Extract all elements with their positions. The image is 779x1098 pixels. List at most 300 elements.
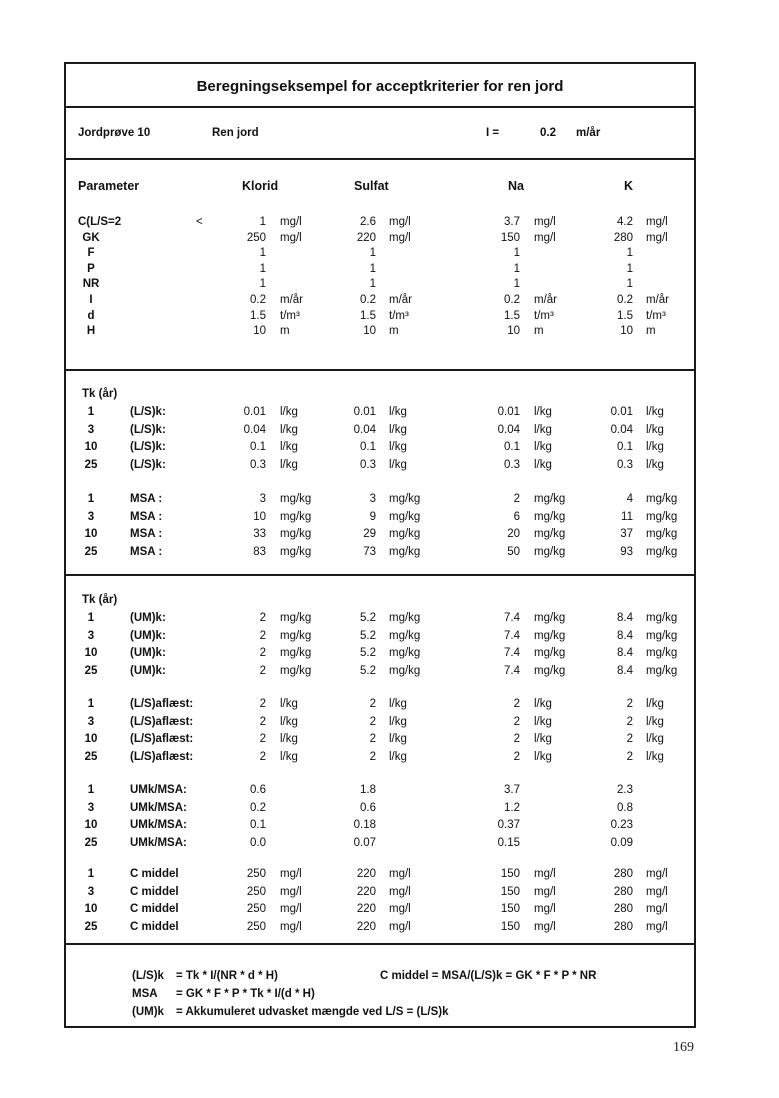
- cell-unit-k: mg/l: [646, 885, 668, 898]
- cell-value-sulfat: 0.18: [353, 819, 376, 831]
- cell-value-sulfat: 5.2: [360, 612, 376, 624]
- cell-value-k: 280: [613, 868, 633, 880]
- cell-unit-k: l/kg: [646, 458, 664, 471]
- cell-value-sulfat: 0.04: [353, 423, 376, 436]
- legend-cmiddel-formula: C middel = MSA/(L/S)k = GK * F * P * NR: [380, 970, 597, 982]
- cell-value-klorid: 2: [259, 750, 266, 763]
- cell-unit-klorid: l/kg: [280, 458, 298, 471]
- tk-year: 10: [84, 441, 98, 453]
- tk-year: 3: [87, 715, 95, 728]
- cell-value-klorid: 1: [259, 278, 266, 291]
- cell-value-klorid: 1: [259, 262, 266, 275]
- parameter-label: H: [86, 325, 96, 338]
- cell-unit-sulfat: mg/kg: [389, 493, 421, 505]
- divider: [66, 106, 694, 108]
- cell-unit-k: mg/l: [646, 868, 668, 880]
- cell-unit-na: mg/l: [534, 216, 556, 228]
- cell-value-k: 1: [626, 262, 633, 275]
- cell-value-na: 150: [500, 868, 520, 880]
- tk-year: 25: [84, 664, 98, 677]
- cell-value-k: 2: [626, 698, 633, 710]
- cell-unit-sulfat: mg/l: [389, 231, 411, 244]
- cell-value-klorid: 1.5: [250, 309, 266, 322]
- table-title: Beregningseksempel for acceptkriterier for ren jord: [196, 78, 564, 95]
- calculation-table-frame: [64, 62, 696, 1028]
- cell-value-sulfat: 29: [363, 528, 376, 540]
- cell-unit-klorid: l/kg: [280, 441, 298, 453]
- cell-unit-k: mg/kg: [646, 545, 678, 558]
- cell-value-sulfat: 2: [369, 750, 376, 763]
- cell-value-klorid: 250: [246, 903, 266, 915]
- cell-unit-na: mg/l: [534, 903, 556, 915]
- infiltration-value: 0.2: [540, 127, 556, 139]
- tk-year: 3: [87, 885, 95, 898]
- cell-value-k: 280: [613, 885, 633, 898]
- cell-unit-sulfat: l/kg: [389, 750, 407, 763]
- cell-unit-k: l/kg: [646, 423, 664, 436]
- tk-label: Tk (år): [82, 594, 118, 606]
- row-label: MSA :: [130, 528, 163, 540]
- parameter-label: F: [87, 247, 95, 260]
- cell-unit-k: l/kg: [646, 733, 664, 745]
- cell-unit-na: mg/kg: [534, 647, 566, 659]
- cell-value-sulfat: 1: [369, 278, 376, 291]
- tk-year: 25: [84, 750, 98, 763]
- row-label: (UM)k:: [130, 664, 166, 677]
- cell-value-k: 1: [626, 247, 633, 260]
- cell-value-sulfat: 220: [356, 868, 376, 880]
- cell-value-k: 2: [626, 733, 633, 745]
- cell-value-sulfat: 0.2: [360, 294, 376, 306]
- cell-unit-klorid: l/kg: [280, 423, 298, 436]
- cell-value-klorid: 10: [253, 510, 266, 523]
- table-row: [66, 214, 694, 230]
- cell-unit-sulfat: mg/l: [389, 868, 411, 880]
- cell-value-na: 2: [513, 715, 520, 728]
- table-row: [66, 884, 694, 900]
- cell-unit-klorid: mg/kg: [280, 510, 312, 523]
- cell-unit-k: l/kg: [646, 441, 664, 453]
- cell-unit-sulfat: m: [389, 325, 399, 338]
- cell-value-na: 7.4: [504, 612, 520, 624]
- cell-unit-klorid: m/år: [280, 294, 303, 306]
- cell-unit-na: l/kg: [534, 698, 552, 710]
- cell-unit-na: mg/l: [534, 885, 556, 898]
- cell-unit-k: mg/kg: [646, 629, 678, 642]
- cell-unit-sulfat: l/kg: [389, 423, 407, 436]
- cell-unit-k: mg/kg: [646, 664, 678, 677]
- cell-value-klorid: 2: [259, 647, 266, 659]
- cell-unit-k: l/kg: [646, 750, 664, 763]
- cell-unit-na: mg/kg: [534, 612, 566, 624]
- cell-unit-k: t/m³: [646, 309, 666, 322]
- cell-unit-na: mg/kg: [534, 493, 566, 505]
- table-row: [66, 276, 694, 292]
- cell-unit-k: mg/l: [646, 920, 668, 933]
- cell-value-k: 8.4: [617, 664, 633, 677]
- row-label: MSA :: [130, 545, 163, 558]
- table-row: [66, 866, 694, 882]
- cell-value-klorid: 250: [246, 885, 266, 898]
- row-label: C middel: [130, 885, 179, 898]
- cell-value-sulfat: 0.07: [353, 836, 376, 849]
- table-row: [66, 308, 694, 324]
- cell-value-na: 20: [507, 528, 520, 540]
- cell-value-na: 50: [507, 545, 520, 558]
- cell-unit-klorid: m: [280, 325, 290, 338]
- tk-year: 10: [84, 903, 98, 915]
- infiltration-label: I =: [486, 127, 500, 139]
- cell-value-na: 0.37: [497, 819, 520, 831]
- cell-unit-k: l/kg: [646, 715, 664, 728]
- cell-value-sulfat: 3: [369, 493, 376, 505]
- table-row: [66, 610, 694, 626]
- cell-value-k: 8.4: [617, 612, 633, 624]
- cell-unit-k: m: [646, 325, 656, 338]
- row-label: UMk/MSA:: [130, 801, 187, 814]
- legend-msa-formula: = GK * F * P * Tk * I/(d * H): [176, 988, 315, 1000]
- tk-label: Tk (år): [82, 388, 118, 400]
- cell-value-na: 150: [500, 885, 520, 898]
- cell-value-sulfat: 2.6: [360, 216, 376, 228]
- cell-value-na: 0.3: [504, 458, 520, 471]
- cell-value-sulfat: 1.5: [360, 309, 376, 322]
- cell-unit-klorid: mg/l: [280, 216, 302, 228]
- cell-unit-sulfat: l/kg: [389, 698, 407, 710]
- tk-year: 25: [84, 458, 98, 471]
- cell-value-na: 2: [513, 750, 520, 763]
- tk-year: 3: [87, 423, 95, 436]
- cell-value-sulfat: 0.1: [360, 441, 376, 453]
- cell-unit-klorid: mg/kg: [280, 664, 312, 677]
- table-row: [66, 817, 694, 833]
- cell-value-k: 4.2: [617, 216, 633, 228]
- cell-unit-sulfat: l/kg: [389, 441, 407, 453]
- row-label: MSA :: [130, 493, 163, 505]
- cell-unit-sulfat: l/kg: [389, 458, 407, 471]
- cell-value-klorid: 3: [259, 493, 266, 505]
- cell-value-klorid: 83: [253, 545, 266, 558]
- cell-value-klorid: 2: [259, 612, 266, 624]
- less-than-sign: <: [196, 216, 203, 228]
- cell-unit-sulfat: l/kg: [389, 733, 407, 745]
- legend-ls-formula: = Tk * I/(NR * d * H): [176, 970, 278, 982]
- cell-unit-sulfat: t/m³: [389, 309, 409, 322]
- cell-unit-na: l/kg: [534, 458, 552, 471]
- table-row: [66, 457, 694, 473]
- cell-unit-klorid: l/kg: [280, 406, 298, 418]
- table-row: [66, 323, 694, 339]
- parameter-label: P: [87, 262, 95, 275]
- cell-value-sulfat: 9: [369, 510, 376, 523]
- tk-year: 10: [84, 733, 98, 745]
- tk-year: 3: [87, 510, 95, 523]
- cell-value-klorid: 2: [259, 715, 266, 728]
- parameter-label: GK: [82, 231, 100, 244]
- divider: [66, 158, 694, 160]
- cell-unit-sulfat: mg/kg: [389, 528, 421, 540]
- cell-unit-klorid: mg/l: [280, 920, 302, 933]
- cell-unit-na: m/år: [534, 294, 557, 306]
- tk-year: 25: [84, 920, 98, 933]
- cell-unit-sulfat: mg/kg: [389, 545, 421, 558]
- cell-value-sulfat: 220: [356, 231, 376, 244]
- cell-value-sulfat: 5.2: [360, 647, 376, 659]
- cell-value-na: 2: [513, 698, 520, 710]
- cell-value-k: 1: [626, 278, 633, 291]
- cell-value-na: 150: [500, 231, 520, 244]
- tk-year: 1: [87, 868, 95, 880]
- table-row: [66, 509, 694, 525]
- table-row: [66, 526, 694, 542]
- cell-unit-k: l/kg: [646, 406, 664, 418]
- tk-year: 1: [87, 784, 95, 796]
- tk-year: 3: [87, 629, 95, 642]
- cell-unit-klorid: mg/l: [280, 903, 302, 915]
- cell-value-k: 93: [620, 545, 633, 558]
- cell-value-klorid: 2: [259, 664, 266, 677]
- cell-unit-klorid: l/kg: [280, 715, 298, 728]
- cell-value-sulfat: 0.3: [360, 458, 376, 471]
- row-label: (L/S)aflæst:: [130, 698, 194, 710]
- cell-value-sulfat: 1: [369, 247, 376, 260]
- cell-value-k: 280: [613, 231, 633, 244]
- cell-value-k: 37: [620, 528, 633, 540]
- tk-year: 3: [87, 801, 95, 814]
- cell-value-na: 3.7: [504, 216, 520, 228]
- cell-unit-sulfat: mg/kg: [389, 664, 421, 677]
- table-row: [66, 696, 694, 712]
- cell-value-na: 1: [513, 247, 520, 260]
- cell-value-na: 150: [500, 903, 520, 915]
- cell-value-k: 11: [621, 510, 633, 523]
- cell-value-k: 0.2: [617, 294, 633, 306]
- cell-value-na: 7.4: [504, 664, 520, 677]
- table-row: [66, 292, 694, 308]
- column-header-na: Na: [508, 179, 524, 193]
- cell-value-k: 0.3: [617, 458, 633, 471]
- cell-value-klorid: 0.2: [250, 294, 266, 306]
- cell-value-na: 0.1: [504, 441, 520, 453]
- cell-value-klorid: 1: [259, 216, 266, 228]
- cell-value-k: 2.3: [617, 784, 633, 796]
- cell-unit-klorid: mg/l: [280, 868, 302, 880]
- row-label: UMk/MSA:: [130, 819, 187, 831]
- cell-value-k: 0.09: [610, 836, 633, 849]
- cell-value-na: 2: [513, 733, 520, 745]
- cell-value-sulfat: 1: [369, 262, 376, 275]
- cell-value-k: 280: [613, 903, 633, 915]
- legend-um-formula: = Akkumuleret udvasket mængde ved L/S = (L/S)k: [176, 1006, 449, 1018]
- cell-value-k: 1.5: [617, 309, 633, 322]
- cell-unit-na: mg/kg: [534, 528, 566, 540]
- cell-unit-na: t/m³: [534, 309, 554, 322]
- cell-unit-sulfat: mg/l: [389, 903, 411, 915]
- cell-unit-na: mg/kg: [534, 545, 566, 558]
- cell-unit-klorid: mg/kg: [280, 545, 312, 558]
- cell-unit-klorid: mg/kg: [280, 528, 312, 540]
- divider: [66, 574, 694, 576]
- cell-value-na: 0.04: [497, 423, 520, 436]
- cell-value-sulfat: 220: [356, 885, 376, 898]
- cell-unit-na: mg/l: [534, 920, 556, 933]
- cell-value-klorid: 10: [253, 325, 266, 338]
- cell-unit-klorid: mg/kg: [280, 493, 312, 505]
- tk-year: 10: [84, 819, 98, 831]
- row-label: (L/S)aflæst:: [130, 715, 194, 728]
- tk-year: 10: [84, 528, 98, 540]
- tk-year: 10: [84, 647, 98, 659]
- cell-unit-k: mg/kg: [646, 612, 678, 624]
- row-label: (L/S)aflæst:: [130, 733, 194, 745]
- tk-year: 25: [84, 545, 98, 558]
- cell-unit-k: mg/l: [646, 231, 668, 244]
- cell-value-k: 280: [613, 920, 633, 933]
- column-header-klorid: Klorid: [242, 179, 279, 193]
- table-row: [66, 230, 694, 246]
- cell-unit-klorid: l/kg: [280, 698, 298, 710]
- tk-year: 1: [87, 493, 95, 505]
- table-row: [66, 422, 694, 438]
- cell-unit-klorid: mg/l: [280, 885, 302, 898]
- cell-value-klorid: 0.6: [250, 784, 266, 796]
- legend-msa-label: MSA: [132, 988, 158, 1000]
- cell-value-na: 1: [513, 278, 520, 291]
- cell-unit-klorid: t/m³: [280, 309, 300, 322]
- table-row: [66, 663, 694, 679]
- cell-unit-na: mg/kg: [534, 664, 566, 677]
- cell-value-sulfat: 1.8: [360, 784, 376, 796]
- cell-value-sulfat: 220: [356, 903, 376, 915]
- cell-value-k: 2: [626, 715, 633, 728]
- cell-value-na: 7.4: [504, 629, 520, 642]
- cell-value-klorid: 250: [246, 231, 266, 244]
- cell-unit-sulfat: l/kg: [389, 715, 407, 728]
- tk-year: 1: [87, 406, 95, 418]
- row-label: UMk/MSA:: [130, 836, 187, 849]
- column-header-sulfat: Sulfat: [354, 179, 389, 193]
- cell-value-na: 1.2: [504, 801, 520, 814]
- cell-unit-sulfat: mg/kg: [389, 647, 421, 659]
- cell-unit-na: mg/l: [534, 868, 556, 880]
- cell-unit-klorid: mg/kg: [280, 612, 312, 624]
- cell-value-klorid: 0.01: [243, 406, 266, 418]
- row-label: (UM)k:: [130, 647, 166, 659]
- cell-value-na: 0.2: [504, 294, 520, 306]
- table-row: [66, 544, 694, 560]
- cell-unit-na: l/kg: [534, 406, 552, 418]
- cell-unit-sulfat: mg/kg: [389, 510, 421, 523]
- parameter-label: I: [89, 294, 93, 306]
- cell-value-na: 1.5: [504, 309, 520, 322]
- sample-label: Jordprøve 10: [78, 127, 151, 139]
- cell-unit-na: mg/kg: [534, 629, 566, 642]
- cell-value-klorid: 0.1: [250, 819, 266, 831]
- cell-unit-sulfat: mg/kg: [389, 612, 421, 624]
- parameter-label: C(L/S=2: [78, 216, 122, 228]
- cell-unit-na: l/kg: [534, 441, 552, 453]
- cell-unit-k: mg/l: [646, 903, 668, 915]
- row-label: UMk/MSA:: [130, 784, 187, 796]
- table-row: [66, 261, 694, 277]
- table-row: [66, 835, 694, 851]
- row-label: C middel: [130, 920, 179, 933]
- cell-value-klorid: 2: [259, 733, 266, 745]
- cell-value-na: 150: [500, 920, 520, 933]
- cell-unit-na: l/kg: [534, 750, 552, 763]
- cell-unit-klorid: l/kg: [280, 750, 298, 763]
- cell-value-k: 8.4: [617, 629, 633, 642]
- cell-value-k: 2: [626, 750, 633, 763]
- cell-value-k: 0.01: [610, 406, 633, 418]
- cell-value-sulfat: 73: [363, 545, 376, 558]
- soil-type-label: Ren jord: [212, 127, 259, 139]
- cell-unit-sulfat: mg/kg: [389, 629, 421, 642]
- cell-value-k: 0.1: [617, 441, 633, 453]
- cell-unit-k: mg/kg: [646, 510, 678, 523]
- table-row: [66, 439, 694, 455]
- cell-value-k: 8.4: [617, 647, 633, 659]
- cell-unit-sulfat: m/år: [389, 294, 412, 306]
- cell-value-klorid: 2: [259, 698, 266, 710]
- cell-value-klorid: 33: [253, 528, 266, 540]
- cell-value-na: 0.15: [497, 836, 520, 849]
- cell-value-na: 2: [513, 493, 520, 505]
- table-row: [66, 901, 694, 917]
- divider: [66, 369, 694, 371]
- table-row: [66, 628, 694, 644]
- cell-value-klorid: 0.3: [250, 458, 266, 471]
- table-row: [66, 491, 694, 507]
- cell-unit-na: mg/l: [534, 231, 556, 244]
- cell-value-klorid: 1: [259, 247, 266, 260]
- cell-value-klorid: 2: [259, 629, 266, 642]
- legend-um-label: (UM)k: [132, 1006, 164, 1018]
- cell-unit-na: l/kg: [534, 715, 552, 728]
- cell-value-sulfat: 5.2: [360, 664, 376, 677]
- cell-unit-sulfat: mg/l: [389, 216, 411, 228]
- row-label: (L/S)k:: [130, 441, 166, 453]
- cell-unit-klorid: mg/kg: [280, 647, 312, 659]
- cell-value-klorid: 0.1: [250, 441, 266, 453]
- row-label: (L/S)k:: [130, 458, 166, 471]
- column-header-k: K: [624, 179, 634, 193]
- cell-unit-klorid: mg/l: [280, 231, 302, 244]
- cell-value-k: 0.04: [610, 423, 633, 436]
- cell-unit-klorid: l/kg: [280, 733, 298, 745]
- table-row: [66, 800, 694, 816]
- table-row: [66, 919, 694, 935]
- cell-unit-na: l/kg: [534, 733, 552, 745]
- cell-value-klorid: 0.04: [243, 423, 266, 436]
- cell-value-na: 10: [507, 325, 520, 338]
- cell-value-k: 0.8: [617, 801, 633, 814]
- cell-value-klorid: 250: [246, 868, 266, 880]
- cell-unit-sulfat: mg/l: [389, 885, 411, 898]
- table-row: [66, 714, 694, 730]
- table-row: [66, 245, 694, 261]
- table-row: [66, 749, 694, 765]
- cell-unit-k: mg/l: [646, 216, 668, 228]
- cell-unit-sulfat: mg/l: [389, 920, 411, 933]
- tk-year: 1: [87, 698, 95, 710]
- cell-value-klorid: 0.2: [250, 801, 266, 814]
- cell-unit-k: mg/kg: [646, 493, 678, 505]
- cell-unit-sulfat: l/kg: [389, 406, 407, 418]
- cell-value-sulfat: 2: [369, 715, 376, 728]
- table-row: [66, 731, 694, 747]
- cell-unit-k: mg/kg: [646, 647, 678, 659]
